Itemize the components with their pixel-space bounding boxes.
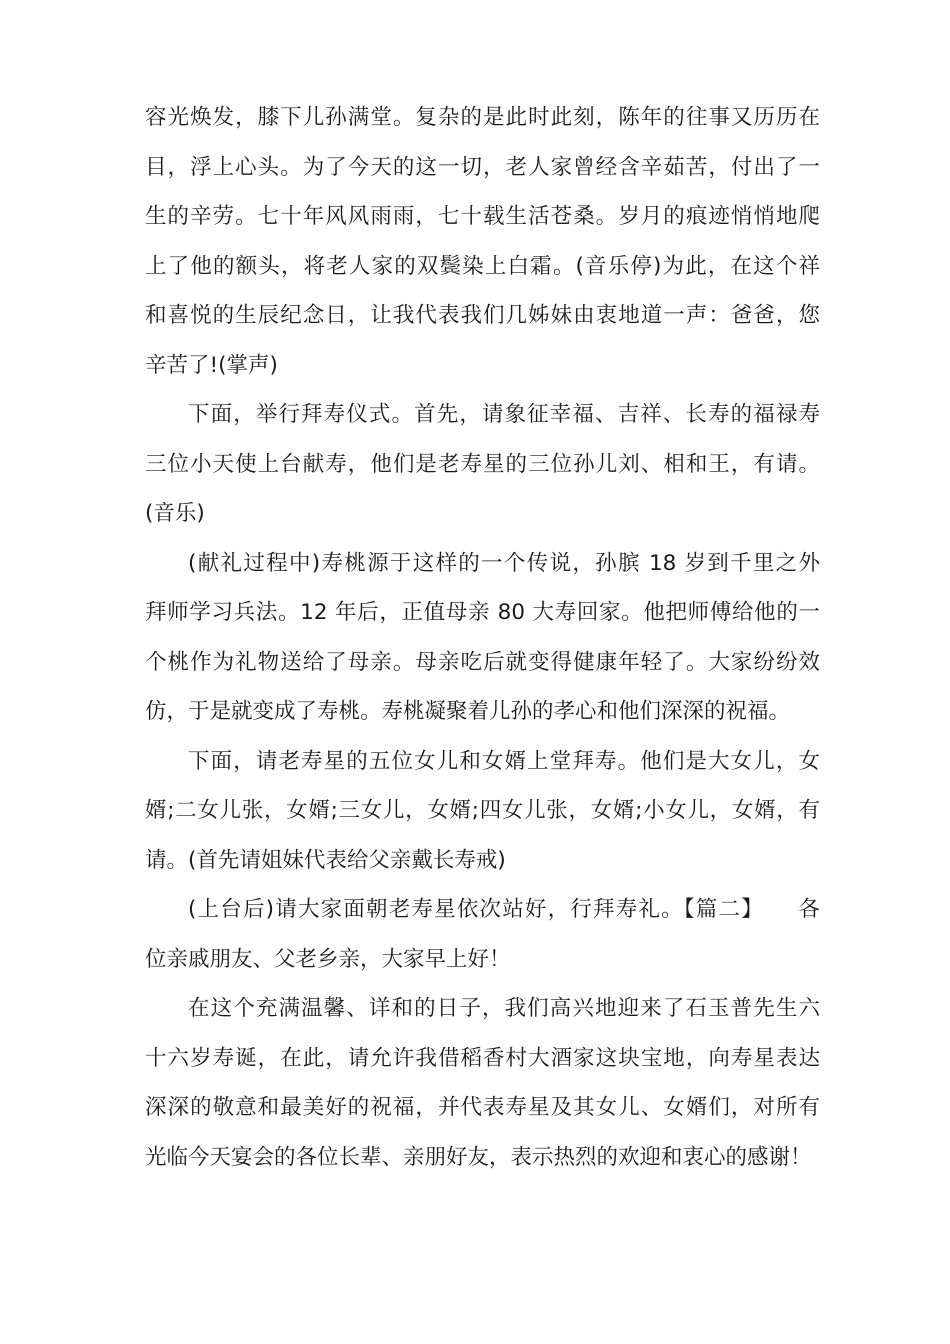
text-line: (上台后)请大家面朝老寿星依次站好，行拜寿礼。【篇二】 各	[188, 897, 820, 922]
document-body	[145, 93, 820, 1182]
text-line: 深深的敬意和最美好的祝福，并代表寿星及其女儿、女婿们，对所有	[145, 1095, 820, 1120]
text-line: 婿;二女儿张，女婿;三女儿，女婿;四女儿张，女婿;小女儿，女婿，有	[145, 798, 820, 823]
text-line: 辛苦了!(掌声)	[145, 352, 278, 378]
text-line: 拜师学习兵法。12 年后，正值母亲 80 大寿回家。他把师傅给他的一	[145, 600, 820, 625]
text-line: 在这个充满温馨、详和的日子，我们高兴地迎来了石玉普先生六	[188, 996, 820, 1021]
text-line: 个桃作为礼物送给了母亲。母亲吃后就变得健康年轻了。大家纷纷效	[145, 649, 820, 675]
text-line: 仿，于是就变成了寿桃。寿桃凝聚着儿孙的孝心和他们深深的祝福。	[145, 699, 791, 724]
text-line: 三位小天使上台献寿，他们是老寿星的三位孙儿刘、相和王，有请。	[145, 451, 820, 477]
text-line: 位亲戚朋友、父老乡亲，大家早上好！	[145, 946, 511, 972]
text-line: 上了他的额头，将老人家的双鬓染上白霜。(音乐停)为此，在这个祥	[145, 253, 820, 279]
text-line: 目，浮上心头。为了今天的这一切，老人家曾经含辛茹苦，付出了一	[145, 154, 820, 180]
text-line: 和喜悦的生辰纪念日，让我代表我们几姊妹由衷地道一声：爸爸，您	[145, 303, 820, 328]
text-line: 容光焕发，膝下儿孙满堂。复杂的是此时此刻，陈年的往事又历历在	[145, 105, 820, 130]
text-line: 光临今天宴会的各位长辈、亲朋好友，表示热烈的欢迎和衷心的感谢！	[145, 1144, 812, 1170]
text-line: 十六岁寿诞，在此，请允许我借稻香村大酒家这块宝地，向寿星表达	[145, 1045, 820, 1071]
text-line: 下面，举行拜寿仪式。首先，请象征幸福、吉祥、长寿的福禄寿	[188, 402, 820, 427]
text-line: (献礼过程中)寿桃源于这样的一个传说，孙膑 18 岁到千里之外	[188, 550, 820, 576]
text-line: 请。(首先请姐妹代表给父亲戴长寿戒)	[145, 847, 506, 873]
text-line: (音乐)	[145, 501, 205, 526]
text-line: 下面，请老寿星的五位女儿和女婿上堂拜寿。他们是大女儿，女	[188, 748, 820, 774]
text-line: 生的辛劳。七十年风风雨雨，七十载生活苍桑。岁月的痕迹悄悄地爬	[145, 204, 820, 229]
